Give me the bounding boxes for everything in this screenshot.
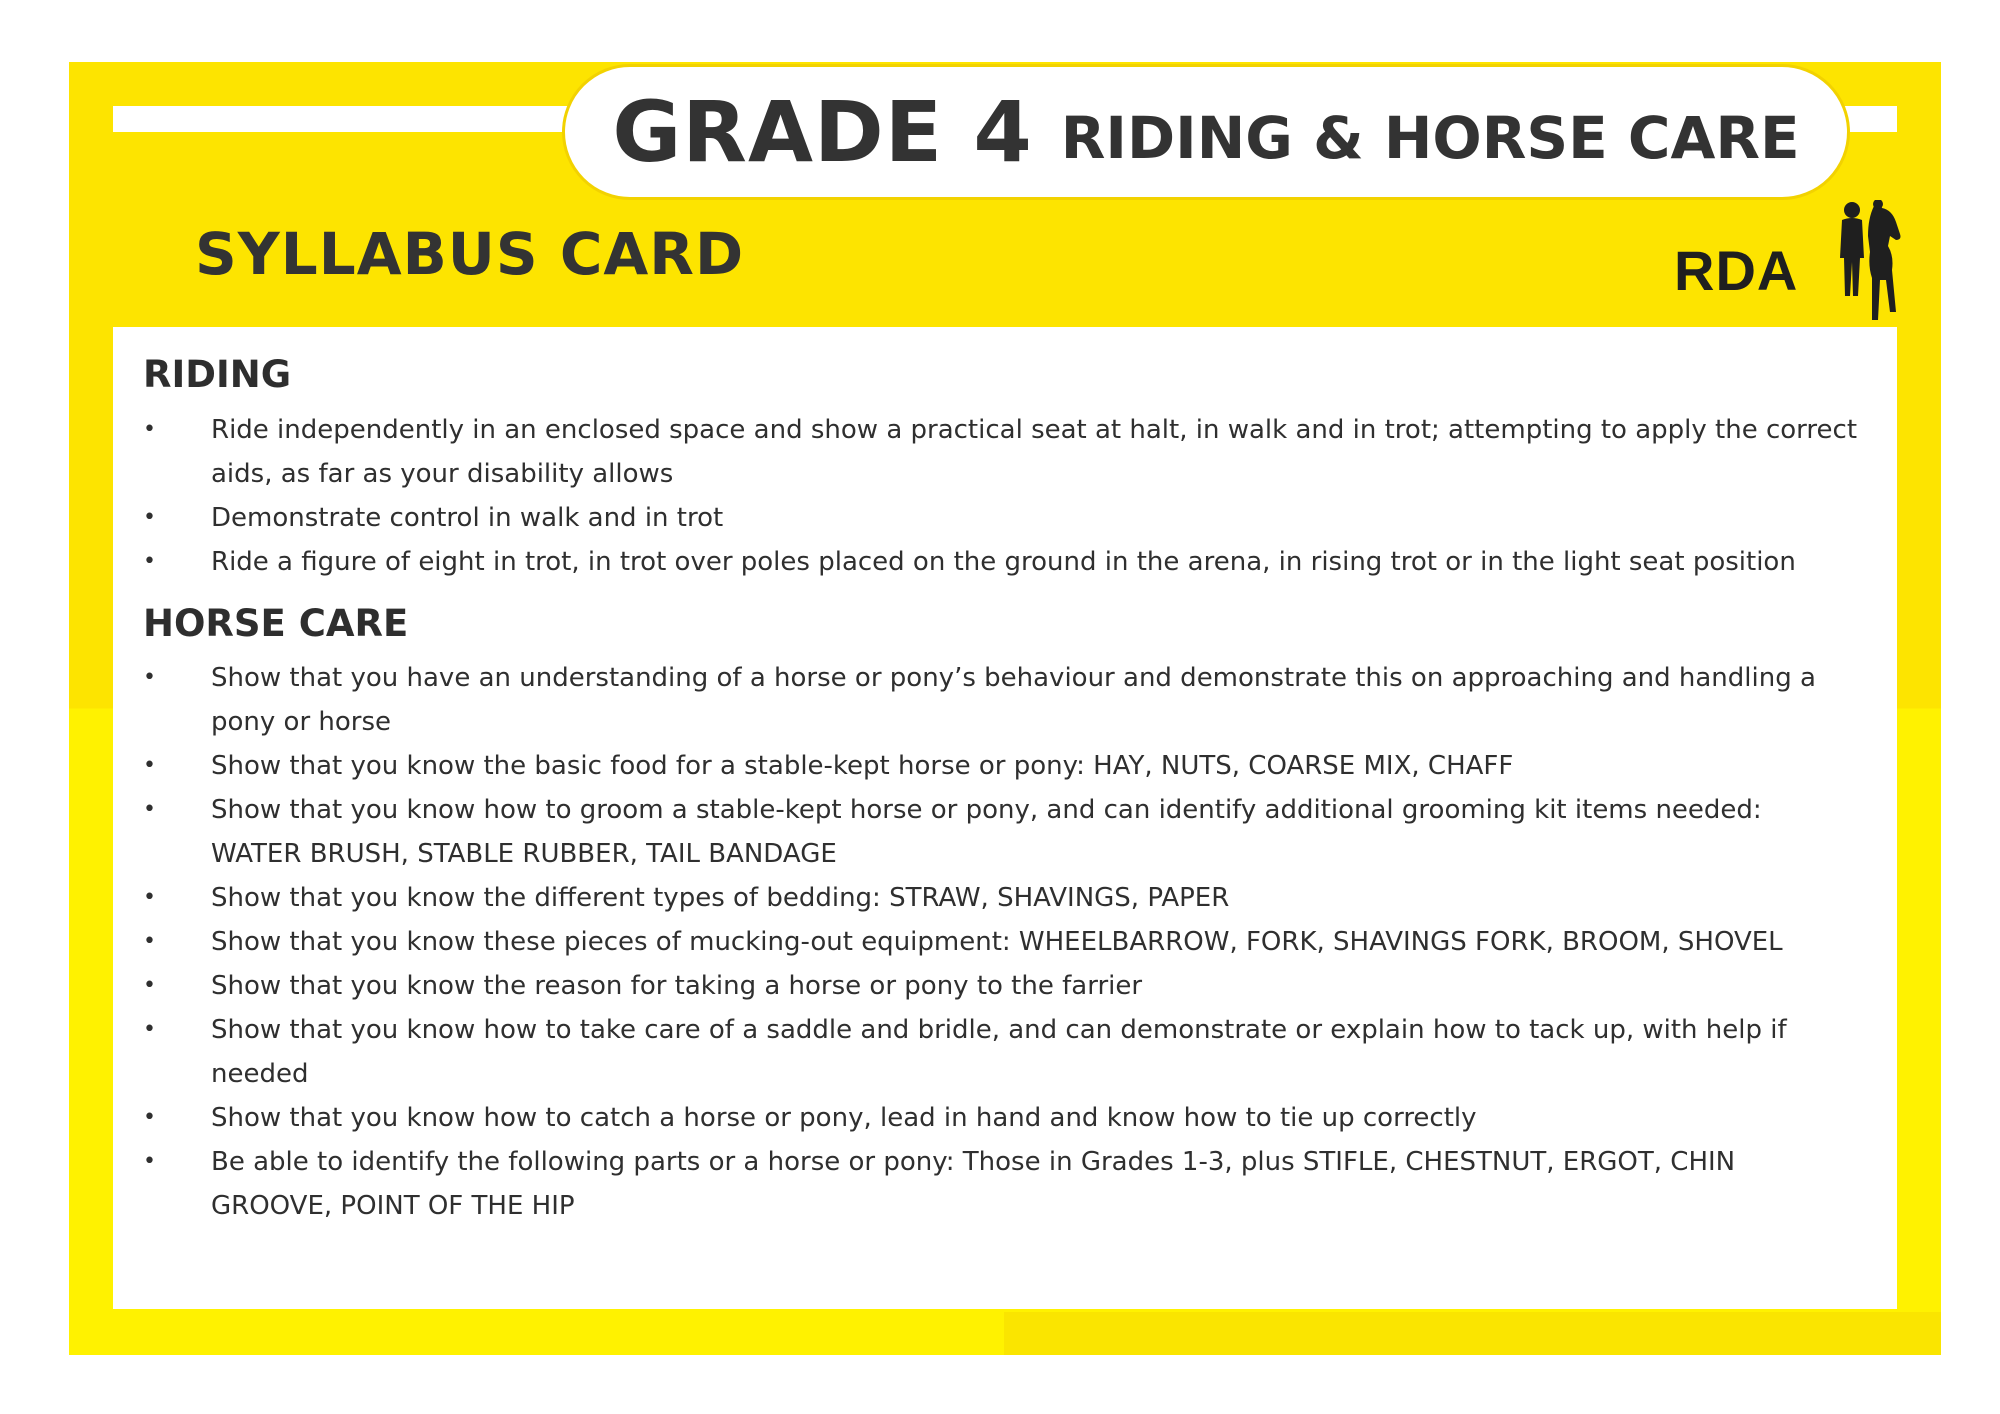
syllabus-card-label: SYLLABUS CARD [195,220,745,288]
list-item: • Be able to identify the following parts or a horse or pony: Those in Grades 1-3, plus STIFLE, CHESTNUT, ERGOT, CHIN GROOVE, POINT OF THE HIP [143,1140,1897,1228]
syllabus-content [113,327,1897,1309]
rda-logo-text: RDA [1674,239,1799,302]
horse-and-leader-icon [1834,200,1904,322]
card-subtitle: RIDING & HORSE CARE [1060,104,1800,172]
section-title-horse-care: HORSE CARE [143,601,409,645]
grade-title: GRADE 4 [612,83,1033,181]
list-item: • Show that you know these pieces of mucking-out equipment: WHEELBARROW, FORK, SHAVINGS FORK, BROOM, SHOVEL [143,920,1897,964]
list-item: • Show that you know the basic food for a stable-kept horse or pony: HAY, NUTS, COARSE MIX, CHAFF [143,744,1897,788]
list-item: • Show that you know the reason for taking a horse or pony to the farrier [143,964,1897,1008]
card-accent-band [1004,1312,1941,1355]
list-item: • Ride independently in an enclosed space and show a practical seat at halt, in walk and in trot; attempting to apply the correct aids, as far as your disability allows [143,408,1897,496]
list-item: • Demonstrate control in walk and in trot [143,496,1897,540]
list-item: • Show that you know how to groom a stable-kept horse or pony, and can identify additional grooming kit items needed: WATER BRUSH, STABLE RUBBER, TAIL BANDAGE [143,788,1897,876]
list-item: • Ride a figure of eight in trot, in trot over poles placed on the ground in the arena, in rising trot or in the light seat position [143,540,1897,584]
list-item: • Show that you have an understanding of a horse or pony’s behaviour and demonstrate this on approaching and handling a pony or horse [143,656,1897,744]
section-title-riding: RIDING [143,353,292,396]
riding-list [143,408,1897,584]
syllabus-card [69,62,1941,1355]
horse-care-list [143,656,1897,1228]
rda-logo [1674,200,1904,322]
list-item: • Show that you know how to take care of a saddle and bridle, and can demonstrate or explain how to tack up, with help if needed [143,1008,1897,1096]
title-banner [562,64,1850,200]
list-item: • Show that you know how to catch a horse or pony, lead in hand and know how to tie up correctly [143,1096,1897,1140]
list-item: • Show that you know the different types of bedding: STRAW, SHAVINGS, PAPER [143,876,1897,920]
